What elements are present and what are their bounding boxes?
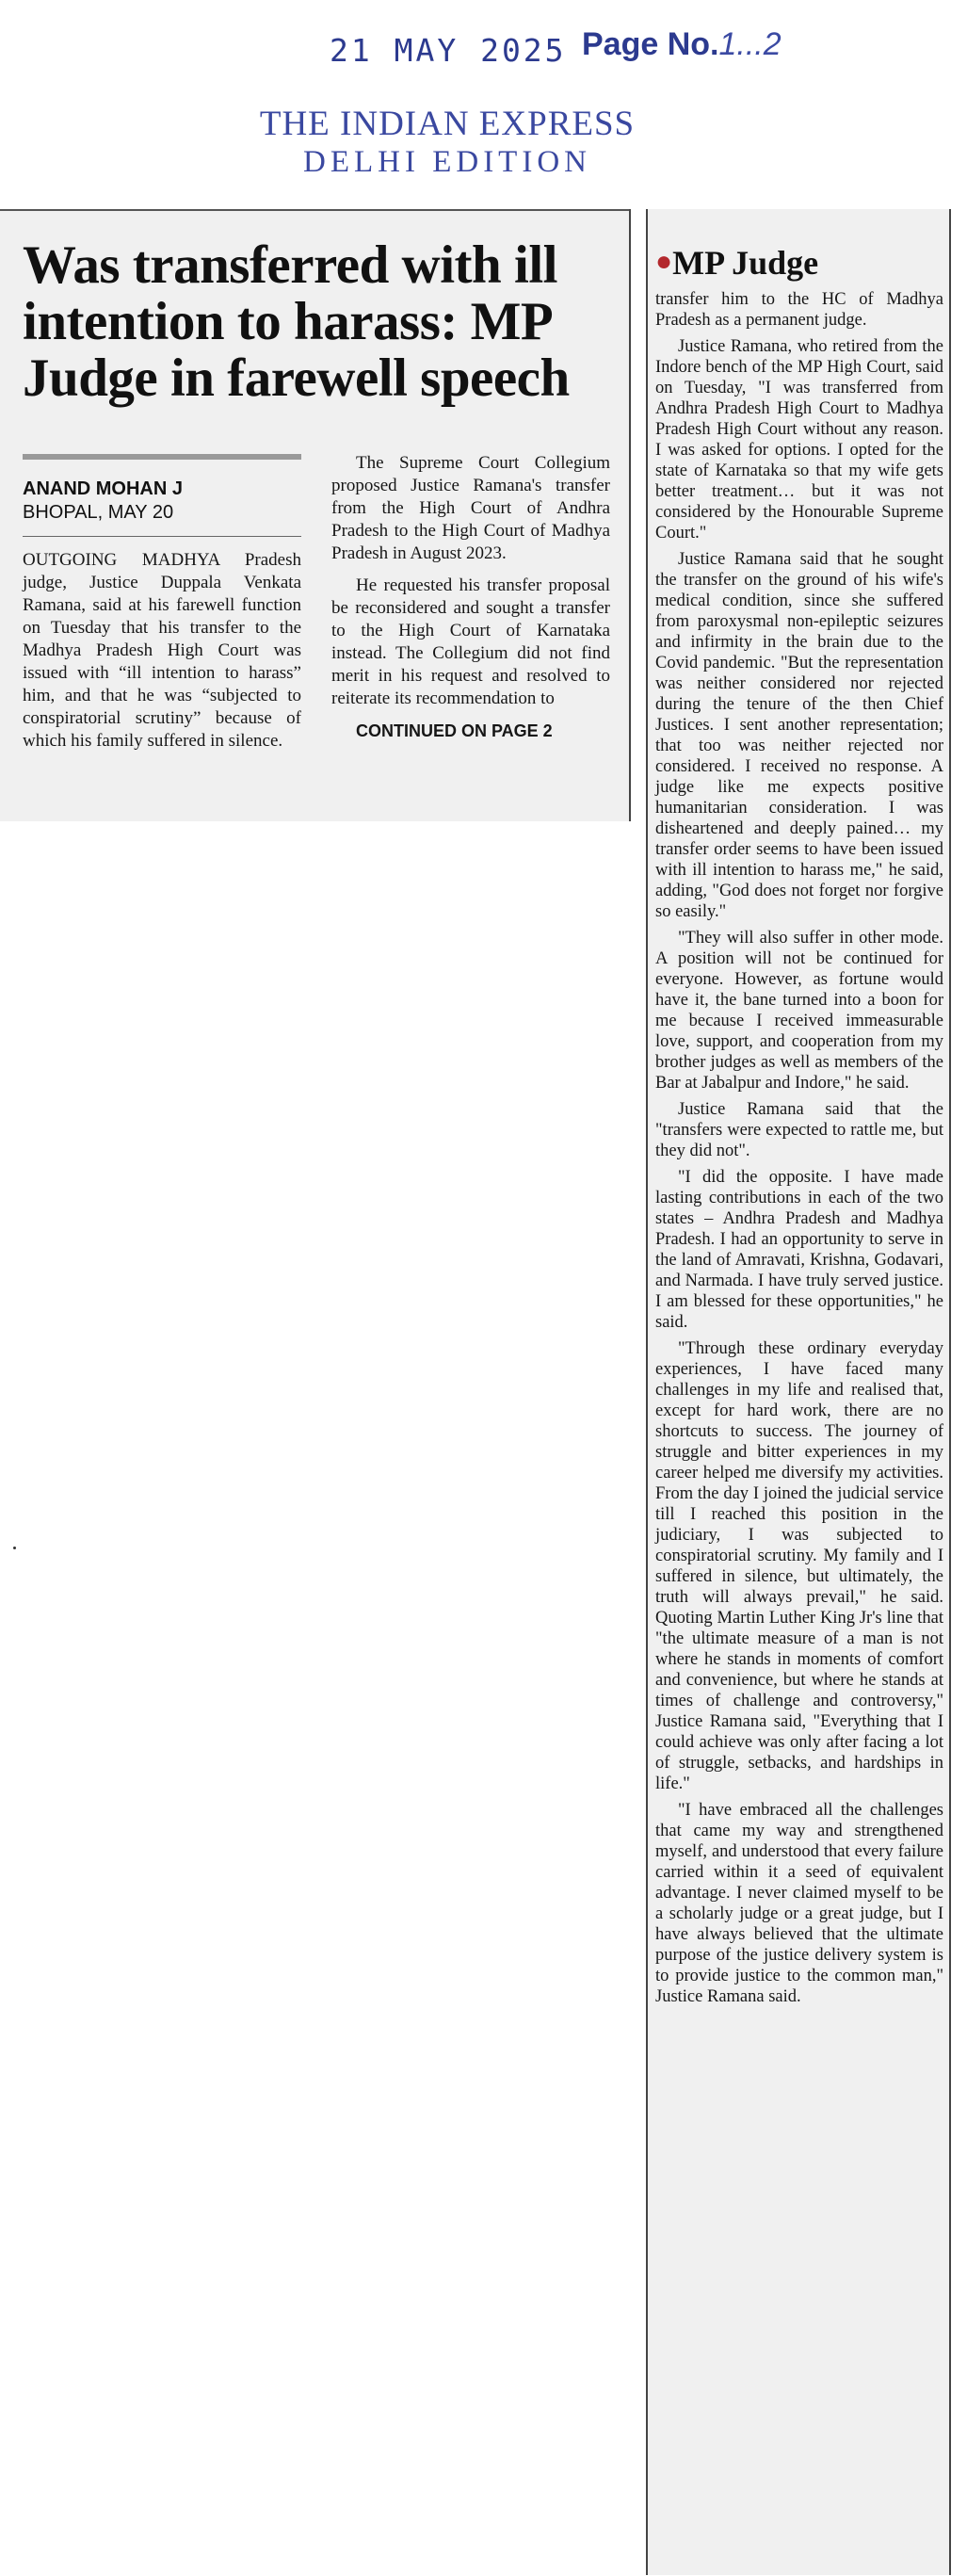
continued-on-page-link: CONTINUED ON PAGE 2 [356,721,553,740]
continuation-paragraph: "I have embraced all the challenges that came my way and strengthened myself, and understood that every failure carried within it a seed of equivalent advantage. I never claimed myself to be a scholarly judge or a great judge, but I have always believed that the ultimate purpose of the justice delivery system is to provide justice to the common man," Justice Ramana said. [655,1801,943,2006]
stamp-page-label: Page No. [582,26,719,62]
bullet-dot-icon: ● [655,246,673,277]
article-byline: ANAND MOHAN J [23,478,183,499]
stamp-page-number [582,26,782,63]
scan-speck [13,1547,16,1549]
continuation-paragraph: Justice Ramana said that the "transfers were expected to rattle me, but they did not". [655,1100,943,1160]
article-column-1: OUTGOING MADHYA Pradesh judge, Justice Duppala Venkata Ramana, said at his farewell function on Tuesday that his transfer to the Madhya Pradesh High Court was issued with “ill intention to harass” him, and that he was “subjected to conspiratorial scrutiny” because of which his family suffered in silence. [23,550,301,751]
continuation-paragraph: Justice Ramana, who retired from the Indore bench of the MP High Court, said on Tuesday, "I was transferred from Andhra Pradesh High Court to Madhya Pradesh High Court without any reason. I was asked for options. I opted for the state of Karnataka so that my wife gets better treatment… but it was not considered by the Honourable Supreme Court." [655,337,943,543]
article-headline: Was transferred with ill intention to harass: MP Judge in farewell speech [23,235,570,408]
dateline-rule [23,536,301,537]
article-dateline: BHOPAL, MAY 20 [23,502,174,523]
kicker-label: MP Judge [672,244,819,282]
column-2-paragraph: The Supreme Court Collegium proposed Justice Ramana's transfer from the High Court of Andhra Pradesh to the High Court of Madhya Pradesh in August 2023. [331,453,610,563]
continuation-paragraph: transfer him to the HC of Madhya Pradesh as a permanent judge. [655,290,943,330]
stamp-date: 21 MAY 2025 [330,32,567,69]
stamp-edition: DELHI EDITION [302,145,591,179]
continuation-paragraph: "I did the opposite. I have made lasting contributions in each of the two states – Andhra Pradesh and Madhya Pradesh. I had an opportunity to serve in the land of Amravati, Krishna, Godavari, and Narmada. I have truly served justice. I am blessed for these opportunities," he said. [655,1168,943,1332]
top-rule [0,209,629,211]
continuation-paragraph: "They will also suffer in other mode. A position will not be continued for everyone. However, as fortune would have it, the bane turned into a boon for me because I received immeasurable love, support, and cooperation from my brother judges as well as members of the Bar at Jabalpur and Indore," he said. [655,929,943,1093]
article-clipping-main [0,209,631,821]
continuation-column [655,289,943,2007]
continuation-kicker [655,243,943,282]
article-column-2 [331,452,610,752]
stamp-page-value: 1...2 [718,26,782,62]
continuation-paragraph: Justice Ramana said that he sought the transfer on the ground of his wife's medical condition, since she suffered from paroxysmal non-epileptic seizures and infirmity in the brain due to the Covid pandemic. "But the representation was neither considered nor rejected during the tenure of the then Chief Justices. I sent another representation; that too was neither rejected nor considered. I received no response. A judge like me expects positive humanitarian consideration. I was disheartened and deeply pained… my transfer order seems to have been issued with ill intention to harass me," he said, adding, "God does not forget nor forgive so easily." [655,550,943,921]
newspaper-stamp [226,105,669,181]
column-2-paragraph: He requested his transfer proposal be reconsidered and sought a transfer to the High Court of Karnataka instead. The Collegium did not find merit in his request and resolved to reiterate its recommendation to [331,575,610,708]
byline-rule [23,454,301,460]
continuation-paragraph: "Through these ordinary everyday experiences, I have faced many challenges in my life and realised that, except for hard work, there are no shortcuts to success. The journey of struggle and bitter experiences in my career helped me diversify my activities. From the day I joined the judicial service till I reached this position in the judiciary, I was subjected to conspiratorial scrutiny. My family and I suffered in silence, but ultimately, the truth will always prevail," he said. Quoting Martin Luther King Jr's line that "the ultimate measure of a man is not where he stands in moments of comfort and convenience, but where he stands at times of challenge and controversy," Justice Ramana said, "Everything that I could achieve was only after facing a lot of struggle, setbacks, and hardships in life." [655,1339,943,1793]
stamp-paper-name: THE INDIAN EXPRESS [259,105,636,143]
article-clipping-continuation [646,209,951,2575]
